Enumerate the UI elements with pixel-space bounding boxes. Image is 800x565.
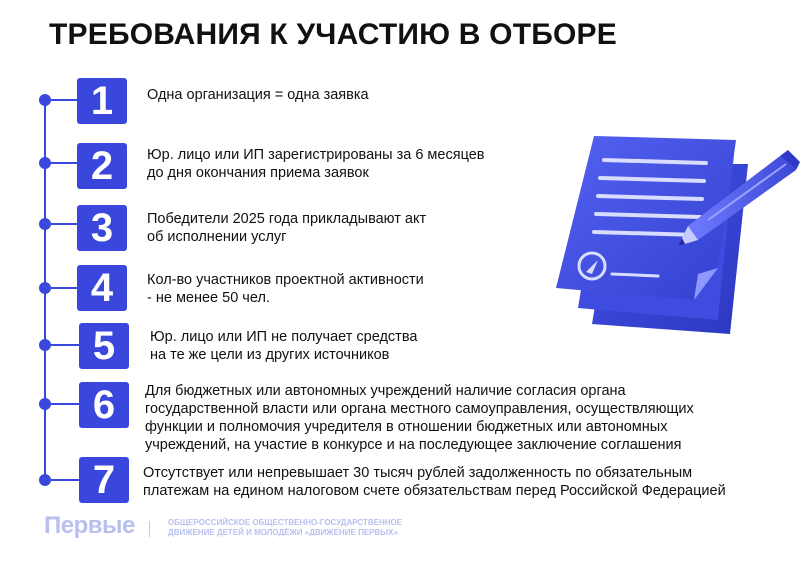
brand-logo: Первые [44, 512, 135, 539]
timeline-connector [45, 223, 77, 225]
requirement-line: платежам на едином налоговом счете обязательствам перед Российской Федерацией [143, 483, 726, 499]
signature-line [612, 274, 658, 276]
requirement-text [150, 328, 417, 364]
requirement-line: об исполнении услуг [147, 229, 287, 245]
requirement-line: Юр. лицо или ИП не получает средства [150, 329, 418, 345]
timeline-connector [45, 344, 79, 346]
requirement-text [145, 382, 694, 454]
requirement-line: Юр. лицо или ИП зарегистрированы за 6 месяцев [147, 147, 485, 163]
requirement-line: на те же цели из других источников [150, 347, 390, 363]
timeline-connector [45, 479, 79, 481]
footer-org-name [168, 518, 402, 538]
requirement-line: Победители 2025 года прикладывают акт [147, 211, 427, 227]
requirement-line: до дня окончания приема заявок [147, 165, 369, 181]
requirement-number: 3 [77, 205, 127, 251]
footer-org-line: ДВИЖЕНИЕ ДЕТЕЙ И МОЛОДЁЖИ «ДВИЖЕНИЕ ПЕРВЫХ» [168, 528, 398, 537]
requirement-line: - не менее 50 чел. [147, 290, 270, 306]
requirement-text [147, 210, 426, 246]
requirement-text [147, 271, 424, 307]
requirement-number: 7 [79, 457, 129, 503]
requirement-number: 5 [79, 323, 129, 369]
requirement-line: функции и полномочия учредителя в отношении бюджетных или автономных [145, 419, 668, 435]
requirement-number: 2 [77, 143, 127, 189]
requirement-line: Отсутствует или непревышает 30 тысяч рублей задолженность по обязательным [143, 465, 693, 481]
requirement-line: государственной власти или органа местного самоуправления, осуществляющих [145, 401, 694, 417]
requirement-text [147, 146, 484, 182]
requirement-line: Одна организация = одна заявка [147, 87, 369, 103]
footer-divider [149, 521, 150, 537]
documents-with-pen-icon [548, 128, 800, 340]
footer-org-line: ОБЩЕРОССИЙСКОЕ ОБЩЕСТВЕННО-ГОСУДАРСТВЕННОЕ [168, 518, 403, 527]
timeline-connector [45, 99, 77, 101]
requirement-number: 6 [79, 382, 129, 428]
requirement-line: Кол-во участников проектной активности [147, 272, 424, 288]
timeline-connector [45, 162, 77, 164]
requirement-text [143, 464, 726, 500]
requirement-number: 1 [77, 78, 127, 124]
timeline-connector [45, 403, 79, 405]
page-title: ТРЕБОВАНИЯ К УЧАСТИЮ В ОТБОРЕ [49, 18, 617, 51]
requirement-number: 4 [77, 265, 127, 311]
requirement-text [147, 86, 369, 104]
requirement-line: Для бюджетных или автономных учреждений наличие согласия органа [145, 383, 626, 399]
timeline-connector [45, 287, 77, 289]
requirement-line: учреждений, на участие в конкурсе и на последующее заключение соглашения [145, 437, 682, 453]
